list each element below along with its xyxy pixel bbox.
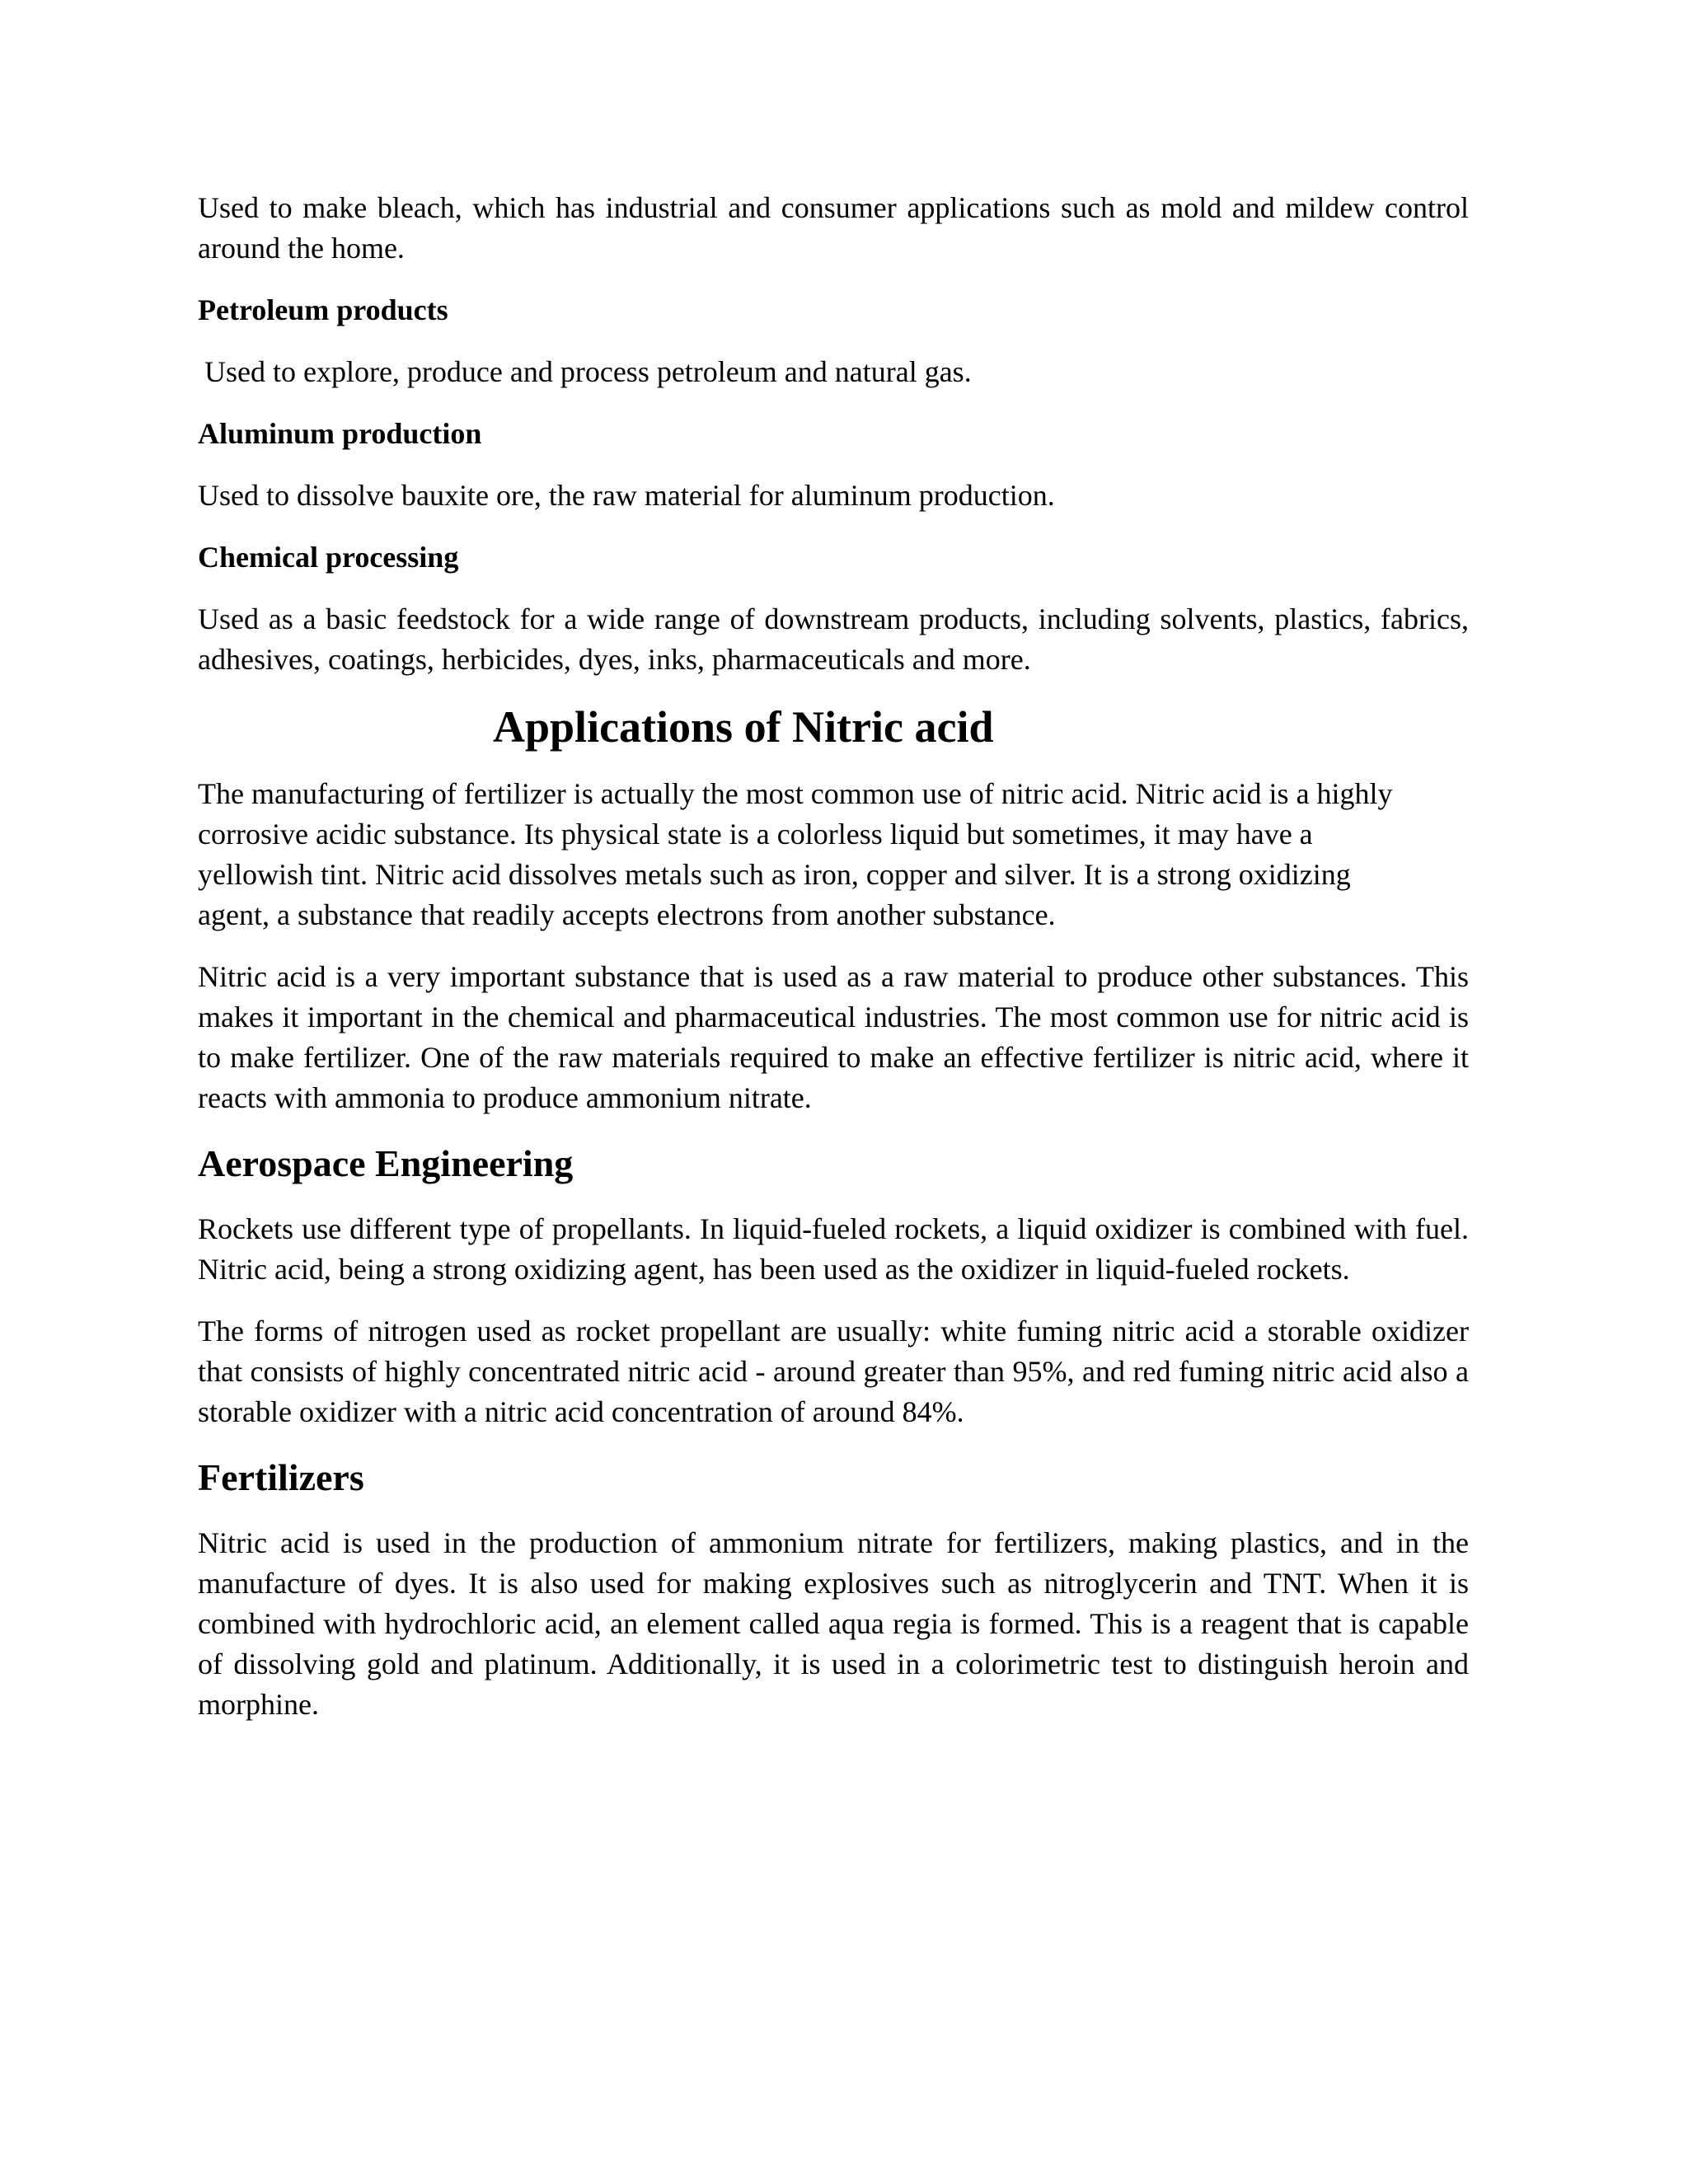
nitric-paragraph-2: Nitric acid is a very important substance that is used as a raw material to produce other substances. This makes it important in the chemical and pharmaceutical industries. The most common use for nitric acid is to make fertilizer. One of the raw materials required to make an effective fertilizer is nitric acid, where it reacts with ammonia to produce ammonium nitrate. — [198, 960, 1469, 1114]
aerospace-paragraph-2: The forms of nitrogen used as rocket propellant are usually: white fuming nitric acid a storable oxidizer that consists of highly concentrated nitric acid - around greater than 95%, and red fuming nitric acid also a storable oxidizer with a nitric acid concentration of around 84%. — [198, 1315, 1469, 1428]
chemical-paragraph: Used as a basic feedstock for a wide range of downstream products, including solvents, plastics, fabrics, adhesives, coatings, herbicides, dyes, inks, pharmaceuticals and more. — [198, 602, 1469, 676]
fertilizers-paragraph: Nitric acid is used in the production of ammonium nitrate for fertilizers, making plastics, and in the manufacture of dyes. It is also used for making explosives such as nitroglycerin and TNT. When it is combined with hydrochloric acid, an element called aqua regia is formed. This is a reagent that is capable of dissolving gold and platinum. Additionally, it is used in a colorimetric test to distinguish heroin and morphine. — [198, 1526, 1469, 1721]
fertilizers-heading: Fertilizers — [198, 1456, 364, 1498]
aluminum-paragraph: Used to dissolve bauxite ore, the raw material for aluminum production. — [198, 479, 1055, 512]
document-page — [198, 188, 1469, 1746]
intro-paragraph: Used to make bleach, which has industrial and consumer applications such as mold and mildew control around the home. — [198, 191, 1469, 265]
chemical-heading: Chemical processing — [198, 541, 459, 574]
petroleum-heading: Petroleum products — [198, 293, 448, 326]
nitric-section-title: Applications of Nitric acid — [493, 702, 994, 752]
aluminum-heading: Aluminum production — [198, 417, 482, 450]
aerospace-heading: Aerospace Engineering — [198, 1142, 574, 1184]
aerospace-paragraph-1: Rockets use different type of propellants. In liquid-fueled rockets, a liquid oxidizer is combined with fuel. Nitric acid, being a strong oxidizing agent, has been used as the oxidizer in liquid-fueled rockets. — [198, 1212, 1469, 1286]
petroleum-paragraph: Used to explore, produce and process petroleum and natural gas. — [204, 355, 972, 388]
nitric-paragraph-1: The manufacturing of fertilizer is actually the most common use of nitric acid. Nitric acid is a highly corrosive acidic substance. Its physical state is a colorless liquid but sometimes, it may have a yellowish tint. Nitric acid dissolves metals such as iron, copper and silver. It is a strong oxidizing agent, a substance that readily accepts electrons from another substance. — [198, 777, 1393, 931]
